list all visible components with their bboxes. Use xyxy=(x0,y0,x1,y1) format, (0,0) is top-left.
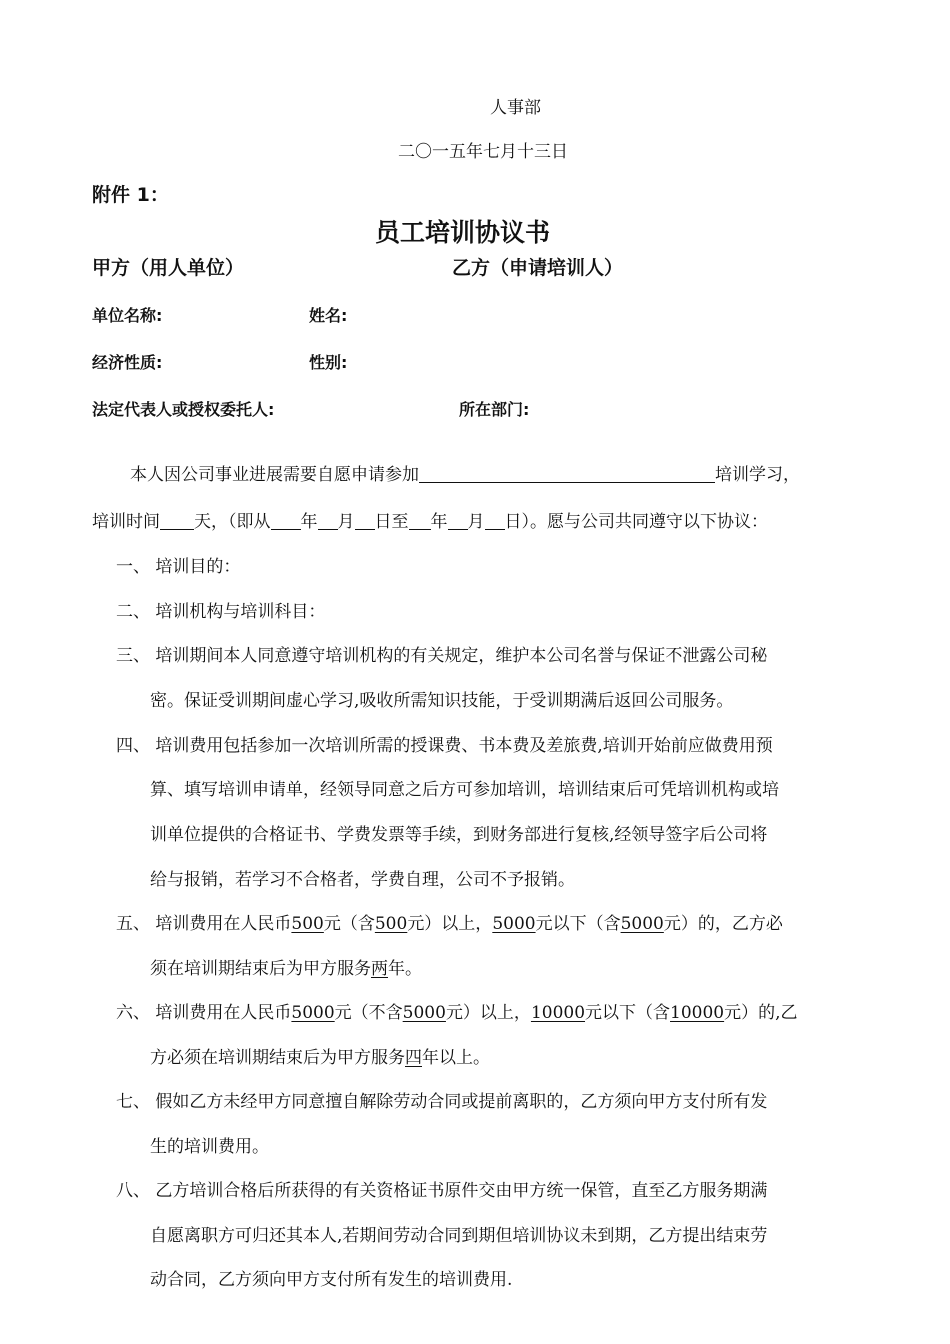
intro-text: 培训学习， xyxy=(715,465,800,485)
clause-text: 乙方培训合格后所获得的有关资格证书原件交由甲方统一保管，直至乙方服务期满 xyxy=(155,1181,768,1201)
training-name-blank xyxy=(419,464,715,483)
clause-number: 六、 xyxy=(116,1003,150,1023)
economic-nature-label: 经济性质: xyxy=(92,353,163,372)
clause-number: 四、 xyxy=(116,736,150,756)
clause-8 xyxy=(116,1176,767,1201)
service-years-value: 四 xyxy=(405,1048,422,1068)
intro-text: 月 xyxy=(467,512,485,532)
party-a-heading: 甲方（用人单位） xyxy=(92,257,245,279)
amount-value: 5000 xyxy=(620,914,664,934)
clause-text: 元）以上， xyxy=(407,914,493,934)
clause-text: 方必须在培训期结束后为甲方服务 xyxy=(150,1048,405,1068)
name-label: 姓名: xyxy=(309,306,348,325)
gender-label: 性别: xyxy=(309,353,348,372)
clause-number: 七、 xyxy=(116,1092,150,1112)
year-blank xyxy=(271,511,301,530)
clause-text: 须在培训期结束后为甲方服务 xyxy=(150,959,371,979)
clause-text: 培训目的： xyxy=(155,557,241,577)
day-blank xyxy=(355,511,375,530)
days-blank xyxy=(160,511,194,530)
clause-number: 一、 xyxy=(116,557,150,577)
department-signature: 人事部 xyxy=(490,98,541,118)
clause-text: 培训费用在人民币 xyxy=(155,914,292,934)
intro-text: 日）。愿与公司共同遵守以下协议： xyxy=(504,512,768,532)
clause-6-line-2 xyxy=(150,1043,490,1068)
intro-text: 月 xyxy=(337,512,355,532)
clause-1 xyxy=(116,552,240,577)
service-years-value: 两 xyxy=(371,959,388,979)
clause-3-line-2: 密。保证受训期间虚心学习,吸收所需知识技能，于受训期满后返回公司服务。 xyxy=(150,691,734,711)
clause-8-line-2: 自愿离职方可归还其本人,若期间劳动合同到期但培训协议未到期，乙方提出结束劳 xyxy=(150,1226,768,1246)
unit-name-label: 单位名称: xyxy=(92,306,163,325)
amount-value: 5000 xyxy=(492,914,536,934)
clause-text: 培训费用在人民币 xyxy=(155,1003,292,1023)
intro-line-1 xyxy=(130,460,800,485)
clause-number: 八、 xyxy=(116,1181,150,1201)
page-title: 员工培训协议书 xyxy=(375,218,551,247)
clause-number: 五、 xyxy=(116,914,150,934)
intro-text: 年 xyxy=(430,512,448,532)
clause-4 xyxy=(116,731,773,756)
clause-text: 元（不含 xyxy=(334,1003,403,1023)
month-blank xyxy=(318,511,338,530)
intro-text: 培训时间 xyxy=(92,512,160,532)
month-blank xyxy=(448,511,468,530)
amount-value: 10000 xyxy=(670,1003,725,1023)
clause-4-line-2: 算、填写培训申请单，经领导同意之后方可参加培训，培训结束后可凭培训机构或培 xyxy=(150,780,779,800)
intro-text: 日至 xyxy=(374,512,409,532)
party-b-heading: 乙方（申请培训人） xyxy=(452,257,624,279)
clause-number: 二、 xyxy=(116,602,150,622)
legal-rep-label: 法定代表人或授权委托人: xyxy=(92,400,275,419)
clause-text: 培训期间本人同意遵守培训机构的有关规定，维护本公司名誉与保证不泄露公司秘 xyxy=(155,646,768,666)
clause-5-line-2 xyxy=(150,954,422,979)
clause-7-line-2: 生的培训费用。 xyxy=(150,1137,269,1157)
amount-value: 500 xyxy=(291,914,324,934)
attachment-label: 附件 1： xyxy=(92,184,169,206)
clause-4-line-3: 训单位提供的合格证书、学费发票等手续，到财务部进行复核,经领导签字后公司将 xyxy=(150,825,768,845)
department-label: 所在部门: xyxy=(459,400,530,419)
clause-text: 元以下（含 xyxy=(585,1003,671,1023)
amount-value: 5000 xyxy=(291,1003,335,1023)
amount-value: 500 xyxy=(374,914,408,934)
clause-5 xyxy=(116,909,783,934)
clause-4-line-4: 给与报销，若学习不合格者，学费自理，公司不予报销。 xyxy=(150,870,575,890)
clause-text: 培训费用包括参加一次培训所需的授课费、书本费及差旅费,培训开始前应做费用预 xyxy=(155,736,773,756)
clause-2 xyxy=(116,597,325,622)
clause-number: 三、 xyxy=(116,646,150,666)
clause-text: 年。 xyxy=(388,959,422,979)
clause-text: 假如乙方未经甲方同意擅自解除劳动合同或提前离职的，乙方须向甲方支付所有发 xyxy=(155,1092,768,1112)
clause-text: 培训机构与培训科目： xyxy=(155,602,326,622)
intro-text: 年 xyxy=(300,512,318,532)
clause-text: 元（含 xyxy=(323,914,375,934)
clause-text: 元以下（含 xyxy=(535,914,621,934)
day-blank xyxy=(485,511,505,530)
clause-8-line-3: 动合同，乙方须向甲方支付所有发生的培训费用. xyxy=(150,1270,513,1290)
clause-text: 元）的,乙 xyxy=(724,1003,798,1023)
document-date: 二〇一五年七月十三日 xyxy=(398,142,568,162)
clause-3 xyxy=(116,641,767,666)
clause-text: 年以上。 xyxy=(422,1048,490,1068)
intro-text: 天，（即从 xyxy=(194,512,271,532)
clause-7 xyxy=(116,1087,767,1112)
intro-text: 本人因公司事业进展需要自愿申请参加 xyxy=(130,465,419,485)
year-blank xyxy=(409,511,431,530)
clause-text: 元）以上， xyxy=(445,1003,531,1023)
amount-value: 10000 xyxy=(530,1003,586,1023)
intro-line-2 xyxy=(92,507,768,532)
amount-value: 5000 xyxy=(402,1003,446,1023)
clause-6 xyxy=(116,998,798,1023)
clause-text: 元）的，乙方必 xyxy=(663,914,783,934)
